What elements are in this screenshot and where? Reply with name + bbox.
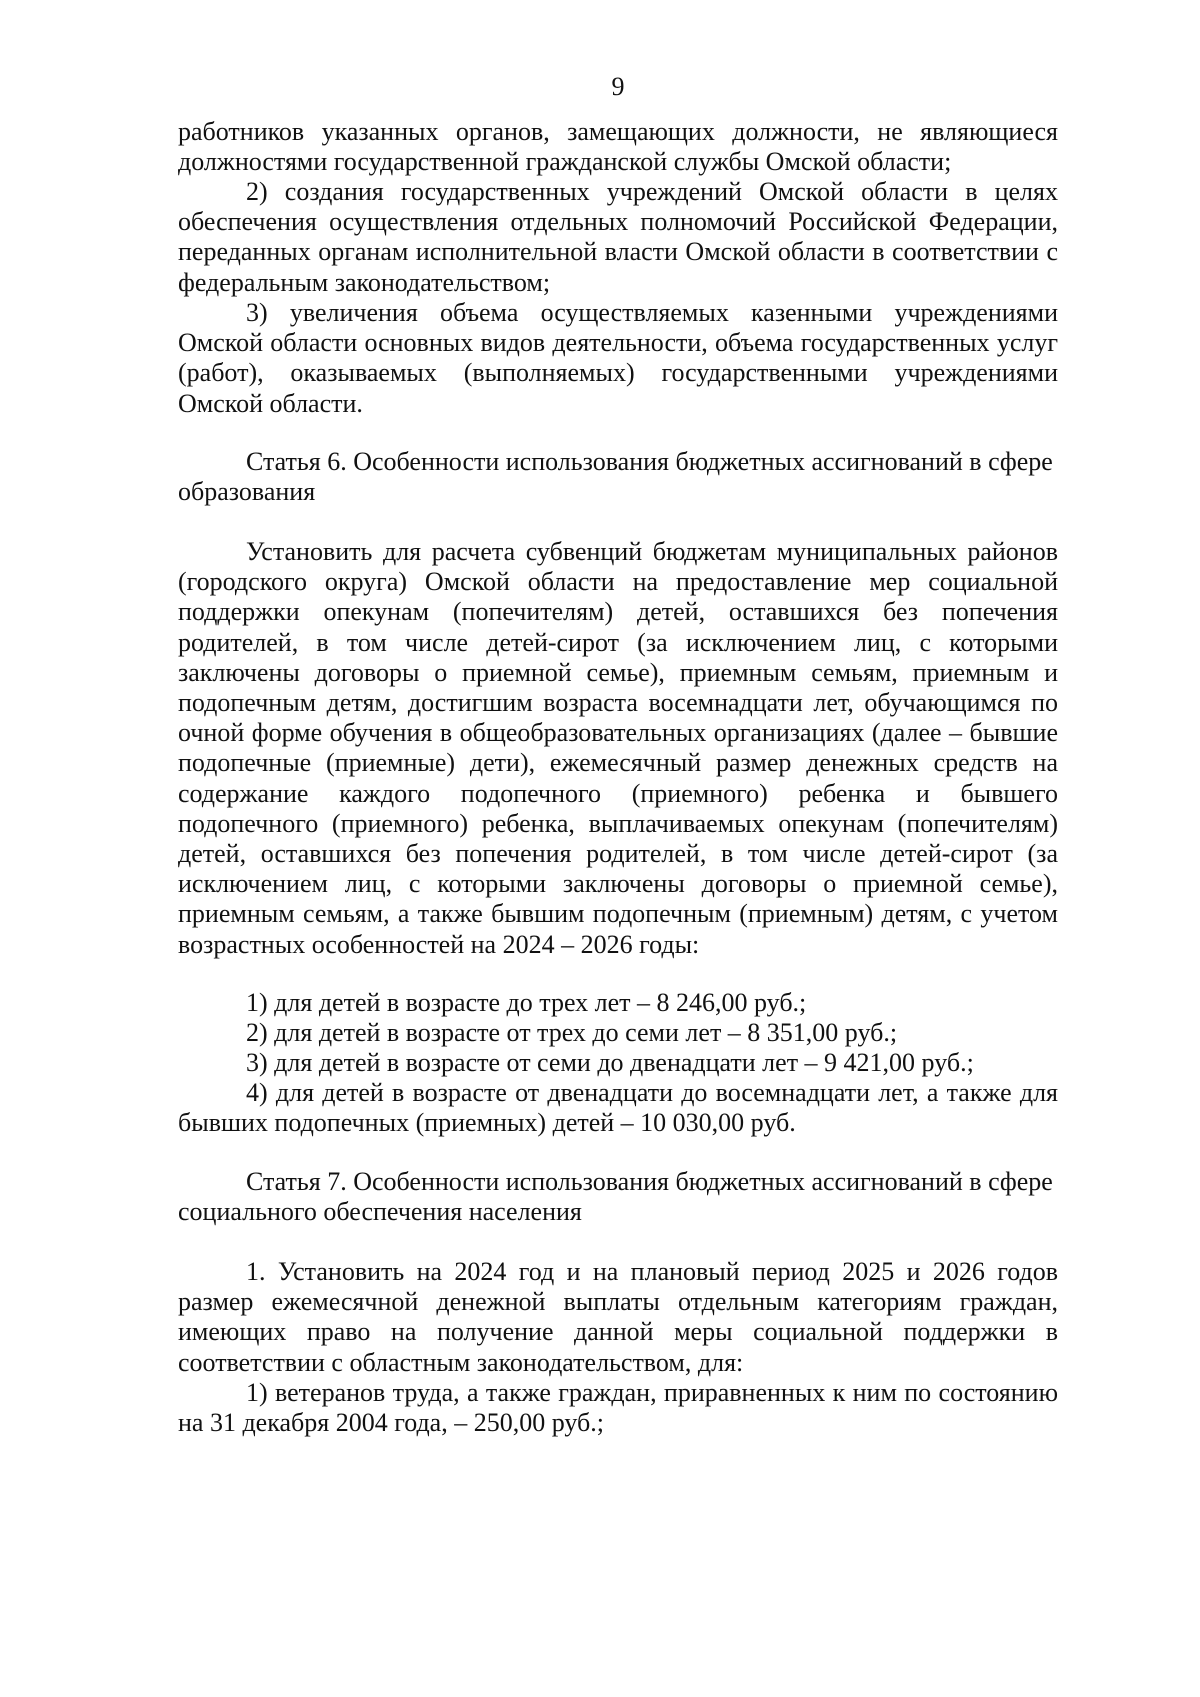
list-item: 2) для детей в возрасте от трех до семи лет – 8 351,00 руб.; xyxy=(246,1018,898,1047)
list-item: 2) создания государственных учреждений Омской области в целях обеспечения осуществления отдельных полномочий Российской Федерации, переданных органам исполнительной власти Омской области в соответствии с федеральным законодательством; xyxy=(178,177,1058,297)
list-item: 1) ветеранов труда, а также граждан, приравненных к ним по состоянию на 31 декабря 2004 года, – 250,00 руб.; xyxy=(178,1378,1058,1438)
article-7-heading: Статья 7. Особенности использования бюджетных ассигнований в сфере социального обеспечения населения xyxy=(178,1167,1053,1227)
page-number: 9 xyxy=(611,72,625,101)
list-item: 4) для детей в возрасте от двенадцати до восемнадцати лет, а также для бывших подопечных (приемных) детей – 10 030,00 руб. xyxy=(178,1078,1058,1138)
document-page xyxy=(178,0,1058,1697)
article-6-heading: Статья 6. Особенности использования бюджетных ассигнований в сфере образования xyxy=(178,447,1053,507)
list-item: 1) для детей в возрасте до трех лет – 8 246,00 руб.; xyxy=(246,988,807,1017)
list-item: 3) для детей в возрасте от семи до двенадцати лет – 9 421,00 руб.; xyxy=(246,1048,974,1077)
list-item: 3) увеличения объема осуществляемых казенными учреждениями Омской области основных видов деятельности, объема государственных услуг (работ), оказываемых (выполняемых) государственными учреждениями Омской области. xyxy=(178,298,1058,418)
article-6-intro-paragraph: Установить для расчета субвенций бюджетам муниципальных районов (городского округа) Омской области на предоставление мер социальной поддержки опекунам (попечителям) детей, оставшихся без попечения родителей, в том числе детей-сирот (за исключением лиц, с которыми заключены договоры о приемной семье), приемным семьям, приемным и подопечным детям, достигшим возраста восемнадцати лет, обучающимся по очной форме обучения в общеобразовательных организациях (далее – бывшие подопечные (приемные) дети), ежемесячный размер денежных средств на содержание каждого подопечного (приемного) ребенка и бывшего подопечного (приемного) ребенка, выплачиваемых опекунам (попечителям) детей, оставшихся без попечения родителей, в том числе детей-сирот (за исключением лиц, с которыми заключены договоры о приемной семье), приемным семьям, а также бывшим подопечным (приемным) детям, с учетом возрастных особенностей на 2024 – 2026 годы: xyxy=(178,537,1058,959)
paragraph-continuation: работников указанных органов, замещающих должности, не являющиеся должностями государственной гражданской службы Омской области; xyxy=(178,117,1058,177)
article-7-point-1: 1. Установить на 2024 год и на плановый период 2025 и 2026 годов размер ежемесячной денежной выплаты отдельным категориям граждан, имеющих право на получение данной меры социальной поддержки в соответствии с областным законодательством, для: xyxy=(178,1257,1058,1377)
